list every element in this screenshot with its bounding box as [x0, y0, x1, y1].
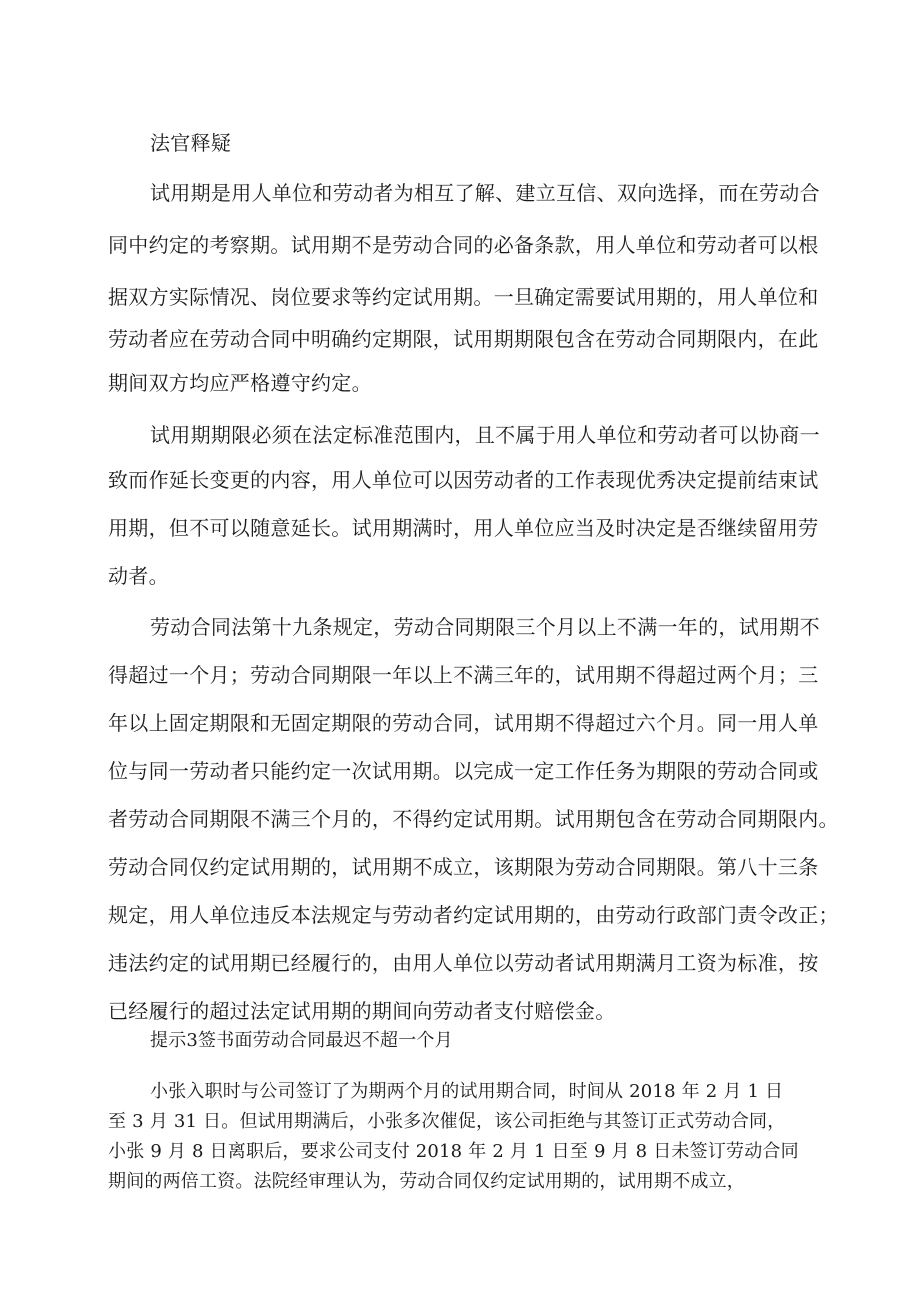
paragraph-1-line-2: 同中约定的考察期。试用期不是劳动合同的必备条款，用人单位和劳动者可以根	[108, 233, 819, 257]
paragraph-3-line-4: 位与同一劳动者只能约定一次试用期。以完成一定工作任务为期限的劳动合同或	[108, 759, 819, 783]
tip-heading: 提示3签书面劳动合同最迟不超一个月	[150, 1030, 453, 1051]
paragraph-1-line-4: 劳动者应在劳动合同中明确约定期限，试用期期限包含在劳动合同期限内，在此	[108, 327, 819, 351]
paragraph-3-line-9: 已经履行的超过法定试用期的期间向劳动者支付赔偿金。	[108, 999, 616, 1023]
paragraph-3-line-1: 劳动合同法第十九条规定，劳动合同期限三个月以上不满一年的，试用期不	[150, 615, 820, 639]
paragraph-3-line-2: 得超过一个月；劳动合同期限一年以上不满三年的，试用期不得超过两个月；三	[108, 663, 819, 687]
paragraph-2-line-3: 用期，但不可以随意延长。试用期满时，用人单位应当及时决定是否继续留用劳	[108, 516, 819, 540]
case-paragraph-line-4: 期间的两倍工资。法院经审理认为，劳动合同仅约定试用期的，试用期不成立，	[108, 1171, 745, 1192]
paragraph-3-line-7: 规定，用人单位违反本法规定与劳动者约定试用期的，由劳动行政部门责令改正；	[108, 903, 839, 927]
paragraph-1-line-1: 试用期是用人单位和劳动者为相互了解、建立互信、双向选择，而在劳动合	[150, 181, 820, 205]
case-paragraph-line-1: 小张入职时与公司签订了为期两个月的试用期合同，时间从 2018 年 2 月 1 日	[150, 1081, 784, 1102]
paragraph-3-line-3: 年以上固定期限和无固定期限的劳动合同，试用期不得超过六个月。同一用人单	[108, 711, 819, 735]
paragraph-2-line-4: 动者。	[108, 564, 169, 588]
case-paragraph-line-2: 至 3 月 31 日。但试用期满后，小张多次催促，该公司拒绝与其签订正式劳动合同，	[108, 1111, 786, 1132]
paragraph-2-line-2: 致而作延长变更的内容，用人单位可以因劳动者的工作表现优秀决定提前结束试	[108, 468, 819, 492]
paragraph-3-line-6: 劳动合同仅约定试用期的，试用期不成立，该期限为劳动合同期限。第八十三条	[108, 855, 819, 879]
paragraph-1-line-5: 期间双方均应严格遵守约定。	[108, 371, 372, 395]
case-paragraph-line-3: 小张 9 月 8 日离职后，要求公司支付 2018 年 2 月 1 日至 9 月 8 日未签订劳动合同	[108, 1141, 799, 1162]
paragraph-3-line-5: 者劳动合同期限不满三个月的，不得约定试用期。试用期包含在劳动合同期限内。	[108, 807, 839, 831]
paragraph-2-line-1: 试用期期限必须在法定标准范围内，且不属于用人单位和劳动者可以协商一	[150, 423, 820, 447]
section-heading: 法官释疑	[150, 131, 232, 155]
paragraph-3-line-8: 违法约定的试用期已经履行的，由用人单位以劳动者试用期满月工资为标准，按	[108, 951, 819, 975]
paragraph-1-line-3: 据双方实际情况、岗位要求等约定试用期。一旦确定需要试用期的，用人单位和	[108, 285, 819, 309]
